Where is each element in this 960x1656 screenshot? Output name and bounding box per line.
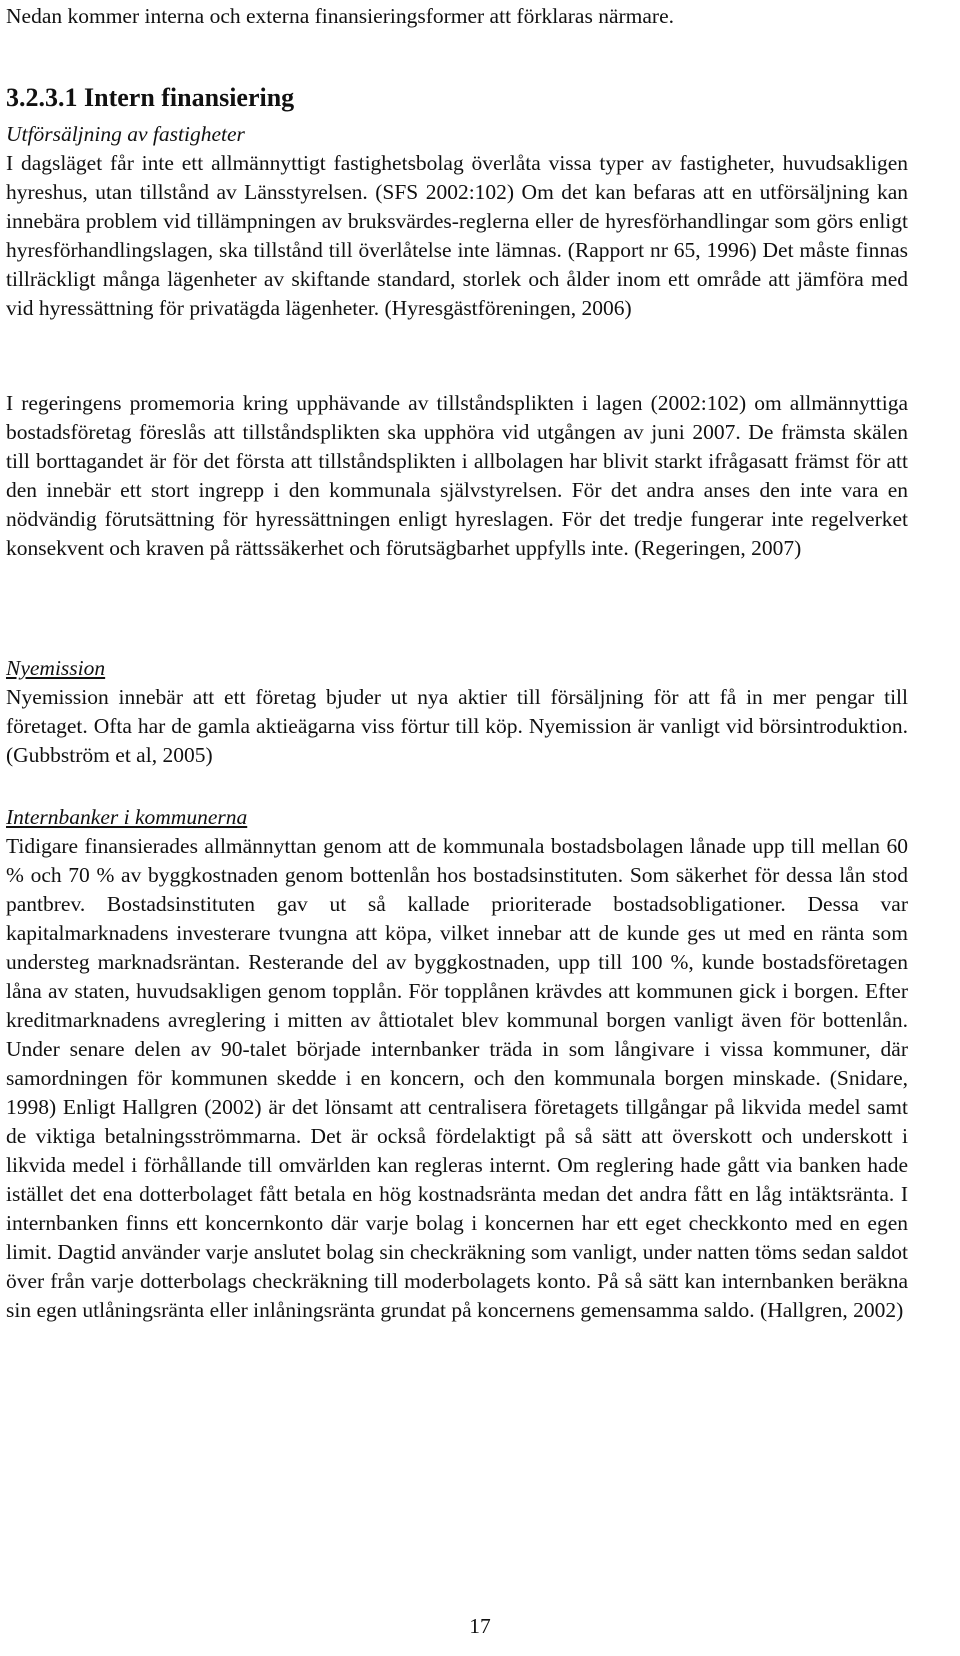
paragraph-utforsaljning-2: I regeringens promemoria kring upphävande av tillståndsplikten i lagen (2002:102) om allmännyttiga bostadsföretag föreslås att tillståndsplikten ska upphöra vid utgången av juni 2007. De främsta skälen till borttagandet är för det första att tillståndsplikten i allbolagen har blivit starkt ifrågasatt främst för att den innebär ett stort ingrepp i den kommunala självstyrelsen. För det andra anses den inte vara en nödvändig förutsättning för hyressättningen enligt hyreslagen. För det tredje fungerar inte regelverket konsekvent och kraven på rättssäkerhet och förutsägbarhet uppfylls inte. (Regeringen, 2007): [6, 391, 908, 560]
page-number: 17: [469, 1614, 491, 1638]
subsection-title-nyemission: Nyemission: [6, 656, 106, 680]
paragraph-internbanker: Tidigare finansierades allmännyttan genom att de kommunala bostadsbolagen lånade upp till mellan 60 % och 70 % av byggkostnaden genom bottenlån hos bostadsinstituten. Som säkerhet för dessa lån stod pantbrev. Bostadsinstituten gav ut så kallade prioriterade bostadsobligationer. Dessa var kapitalmarknadens investerare tvungna att köpa, vilket innebar att de kunde ges ut med en ränta som understeg marknadsräntan. Resterande del av byggkostnaden, upp till 100 %, kunde bostadsföretagen låna av staten, huvudsakligen genom topplån. För topplånen krävdes att kommunen gick i borgen. Efter kreditmarknadens avreglering i mitten av åttiotalet blev kommunal borgen vanligt även för bottenlån. Under senare delen av 90-talet började internbanker träda in som långivare i vissa kommuner, där samordningen för kommunen skedde i en koncern, och den kommunala borgen minskade. (Snidare, 1998) Enligt Hallgren (2002) är det lönsamt att centralisera företagets tillgångar på likvida medel samt de viktiga betalningsströmmarna. Det är också fördelaktigt på så sätt att överskott och underskott i likvida medel i förhållande till omvärlden kan regleras internt. Om reglering hade gått via banken hade istället det ena dotterbolaget fått betala en hög kostnadsränta medan det andra fått en låg intäktsränta. I internbanken finns ett koncernkonto där varje bolag i koncernen har ett eget checkkonto med en egen limit. Dagtid använder varje anslutet bolag sin checkräkning som vanligt, under natten töms sedan saldot över från varje dotterbolags checkräkning till moderbolagets konto. På så sätt kan internbanken beräkna sin egen utlåningsränta eller inlåningsränta grundat på koncernens gemensamma saldo. (Hallgren, 2002): [6, 834, 908, 1322]
subsection-title-internbanker: Internbanker i kommunerna: [6, 805, 248, 829]
intro-text: Nedan kommer interna och externa finansieringsformer att förklaras närmare.: [6, 4, 675, 28]
paragraph-utforsaljning-1: I dagsläget får inte ett allmännyttigt fastighetsbolag överlåta vissa typer av fastigheter, huvudsakligen hyreshus, utan tillstånd av Länsstyrelsen. (SFS 2002:102) Om det kan befaras att en utförsäljning kan innebära problem vid tillämpningen av bruksvärdes-reglerna eller de hyresförhandlingar som görs enligt hyresförhandlingslagen, ska tillstånd till överlåtelse inte lämnas. (Rapport nr 65, 1996) Det måste finnas tillräckligt många lägenheter av skiftande standard, storlek och ålder inom ett område att jämföra med vid hyressättning för privatägda lägenheter. (Hyresgästföreningen, 2006): [6, 151, 908, 320]
paragraph-nyemission: Nyemission innebär att ett företag bjuder ut nya aktier till försäljning för att få in mer pengar till företaget. Ofta har de gamla aktieägarna viss förtur till köp. Nyemission är vanligt vid börsintroduktion. (Gubbström et al, 2005): [6, 685, 908, 767]
section-heading: 3.2.3.1 Intern finansiering: [6, 83, 295, 112]
subsection-title-utforsaljning: Utförsäljning av fastigheter: [6, 122, 245, 146]
